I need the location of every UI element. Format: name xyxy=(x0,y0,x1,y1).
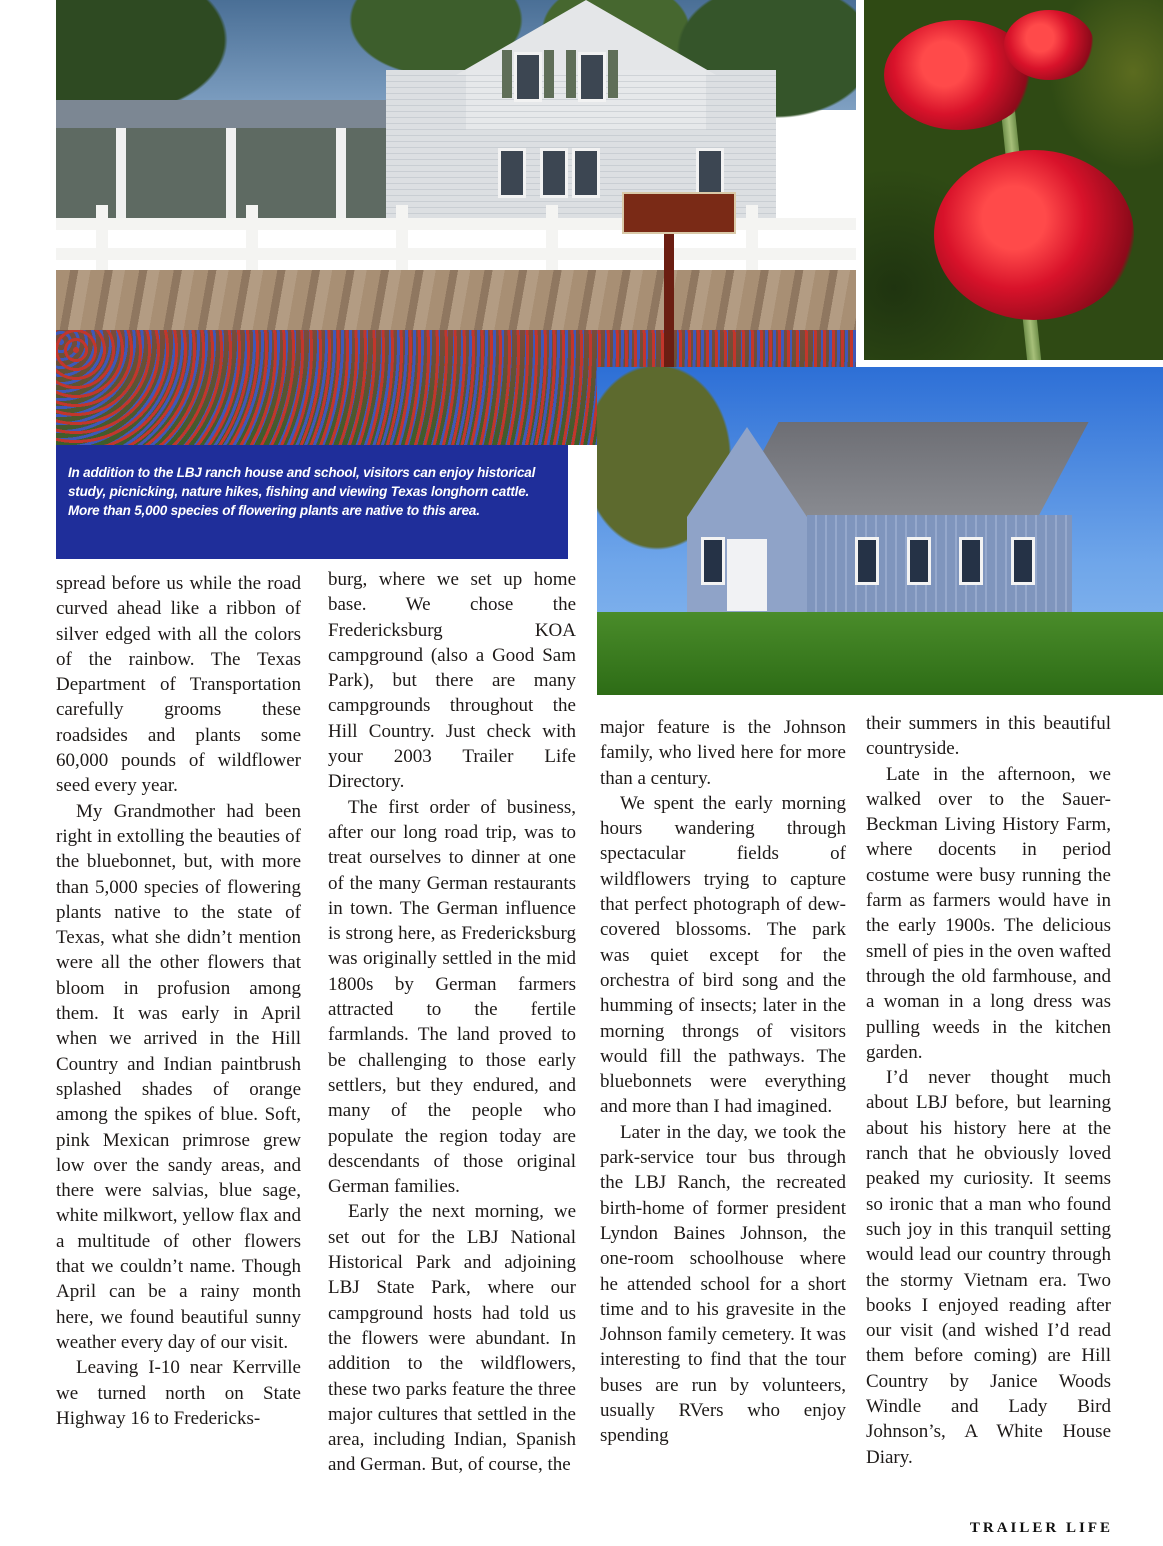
article-column-3 xyxy=(600,715,846,1449)
paragraph: spread before us while the road curved ahead like a ribbon of silver edged with all the colors of the rainbow. The Texas Department of Transportation carefully grooms these roadsides and plants some 60,000 pounds of wildflower seed every year. xyxy=(56,573,301,797)
paragraph: Early the next morning, we set out for the LBJ National Historical Park and adjoining LBJ State Park, where our campground hosts had told us the flowers were abundant. In addition to the wildflowers, these two parks feature the three major cultures that settled in the area, including Indian, Spanish and German. But, of course, the xyxy=(328,1201,576,1476)
paragraph: burg, where we set up home base. We chose the Fredericksburg KOA campground (also a Good Sam Park), but there are many campgrounds throughout the Hill Country. Just check with your 2003 Trailer Life Directory. xyxy=(328,569,576,793)
paragraph: Later in the day, we took the park-service tour bus through the LBJ Ranch, the recreated birth-home of former president Lyndon Baines Johnson, the one-room schoolhouse where he attended school for a short time and to his gravesite in the Johnson family cemetery. It was interesting to find that the tour buses are run by volunteers, usually RVers who enjoy spending xyxy=(600,1121,846,1447)
article-column-2 xyxy=(328,567,576,1478)
paragraph: We spent the early morning hours wandering through spectacular fields of wildflowers trying to capture that perfect photograph of dew-covered blossoms. The park was quiet except for the orchestra of bird song and the humming of insects; later in the morning throngs of visitors would fill the pathways. The bluebonnets were everything and more than I had imagined. xyxy=(600,792,846,1118)
paragraph: Leaving I-10 near Kerrville we turned north on State Highway 16 to Fredericks- xyxy=(56,1357,301,1429)
paragraph: their summers in this beautiful countryside. xyxy=(866,713,1111,760)
paintbrush-flower-photo xyxy=(864,0,1163,360)
paragraph: major feature is the Johnson family, who lived here for more than a century. xyxy=(600,717,846,789)
article-column-4 xyxy=(866,711,1111,1470)
paragraph: Late in the afternoon, we walked over to the Sauer-Beckman Living History Farm, where docents in period costume were busy running the farm as farmers would have in the early 1900s. The delicious smell of pies in the oven wafted through the old farmhouse, and a woman in a long dress was pulling weeds in the kitchen garden. xyxy=(866,763,1111,1063)
paragraph: The first order of business, after our long road trip, was to treat ourselves to dinner at one of the many German restaurants in town. The German influence is strong here, as Fredericksburg was originally settled in the mid 1800s by German farmers attracted to the fertile farmlands. The land proved to be challenging to those early settlers, but they endured, and many of the people who populate the region today are descendants of those original German families. xyxy=(328,796,576,1198)
schoolhouse-photo xyxy=(597,367,1163,695)
paragraph: I’d never thought much about LBJ before, but learning about his history here at the ranch that he obviously loved peaked my curiosity. It seems so ironic that a man who found such joy in this tranquil setting would lead our country through the stormy Vietnam era. Two books I enjoyed reading after our visit (and wished I’d read them before coming) are Hill Country by Janice Woods Windle and Lady Bird Johnson’s, A White House Diary. xyxy=(866,1067,1111,1468)
wildflower-center-sign xyxy=(622,192,736,234)
paragraph: My Grandmother had been right in extolling the beauties of the bluebonnet, but, with more than 5,000 species of flowering plants native to the state of Texas, what she didn’t mention were all the other flowers that bloom in profusion among them. It was early in April when we arrived in the Hill Country and Indian paintbrush splashed shades of orange among the spikes of blue. Soft, pink Mexican primrose grew low over the sandy areas, and there were salvias, blue sage, white milkwort, yellow flax and a multitude of other flowers that we couldn’t name. Though April can be a rainy month here, we found beautiful sunny weather every day of our visit. xyxy=(56,800,301,1353)
article-column-1 xyxy=(56,571,301,1431)
photo-caption: In addition to the LBJ ranch house and school, visitors can enjoy historical study, picnicking, nature hikes, fishing and viewing Texas longhorn cattle. More than 5,000 species of flowering plants are native to this area. xyxy=(68,465,536,518)
magazine-footer: TRAILER LIFE xyxy=(969,1520,1113,1536)
photo-caption-box xyxy=(56,445,568,559)
